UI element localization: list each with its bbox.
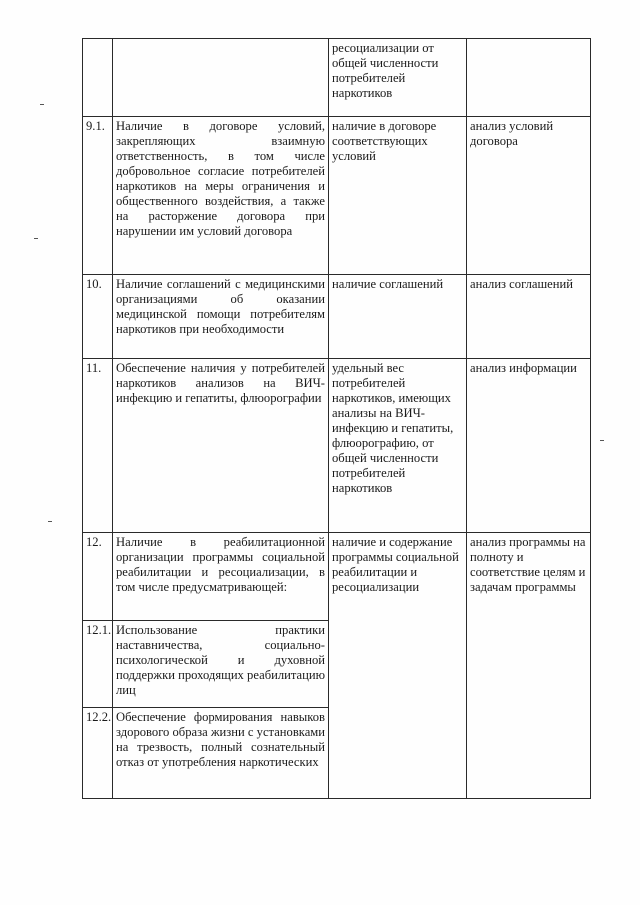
indicator-text: наличие в договоре соответствующих условий (329, 117, 467, 275)
margin-mark (40, 104, 44, 105)
method-text (467, 39, 591, 117)
table-row (83, 275, 591, 359)
criterion-text: Наличие соглашений с медицинскими организациями об оказании медицинской помощи потребителям наркотиков при необходимости (113, 275, 329, 359)
row-number (83, 39, 113, 117)
row-number: 10. (83, 275, 113, 359)
row-number: 11. (83, 359, 113, 533)
indicator-text: наличие соглашений (329, 275, 467, 359)
method-text: анализ соглашений (467, 275, 591, 359)
table-row (83, 359, 591, 533)
criterion-text (113, 39, 329, 117)
criterion-text: Обеспечение наличия у потребителей наркотиков анализов на ВИЧ-инфекцию и гепатиты, флюорографии (113, 359, 329, 533)
method-text: анализ условий договора (467, 117, 591, 275)
margin-mark (48, 521, 52, 522)
indicator-text: наличие и содержание программы социальной реабилитации и ресоциализации (329, 533, 467, 799)
criterion-text: Использование практики наставничества, социально-психологической и духовной поддержки проходящих реабилитацию лиц (113, 621, 329, 708)
criteria-table (82, 38, 591, 799)
margin-mark (600, 440, 604, 441)
row-number: 12. (83, 533, 113, 621)
criterion-text: Обеспечение формирования навыков здорового образа жизни с установками на трезвость, полный сознательный отказ от употребления наркотических (113, 708, 329, 799)
criterion-text: Наличие в реабилитационной организации программы социальной реабилитации и ресоциализации, в том числе предусматривающей: (113, 533, 329, 621)
table-row (83, 39, 591, 117)
indicator-text: ресоциализации от общей численности потребителей наркотиков (329, 39, 467, 117)
row-number: 12.2. (83, 708, 113, 799)
criterion-text: Наличие в договоре условий, закрепляющих взаимную ответственность, в том числе добровольное согласие потребителей наркотиков на меры ограничения и общественного воздействия, а также на расторжение договора при нарушении им условий договора (113, 117, 329, 275)
method-text: анализ программы на полноту и соответствие целям и задачам программы (467, 533, 591, 799)
row-number: 9.1. (83, 117, 113, 275)
row-number: 12.1. (83, 621, 113, 708)
table-row (83, 117, 591, 275)
table-row (83, 533, 591, 621)
margin-mark (34, 238, 38, 239)
method-text: анализ информации (467, 359, 591, 533)
indicator-text: удельный вес потребителей наркотиков, имеющих анализы на ВИЧ-инфекцию и гепатиты, флюорографию, от общей численности потребителей наркотиков (329, 359, 467, 533)
